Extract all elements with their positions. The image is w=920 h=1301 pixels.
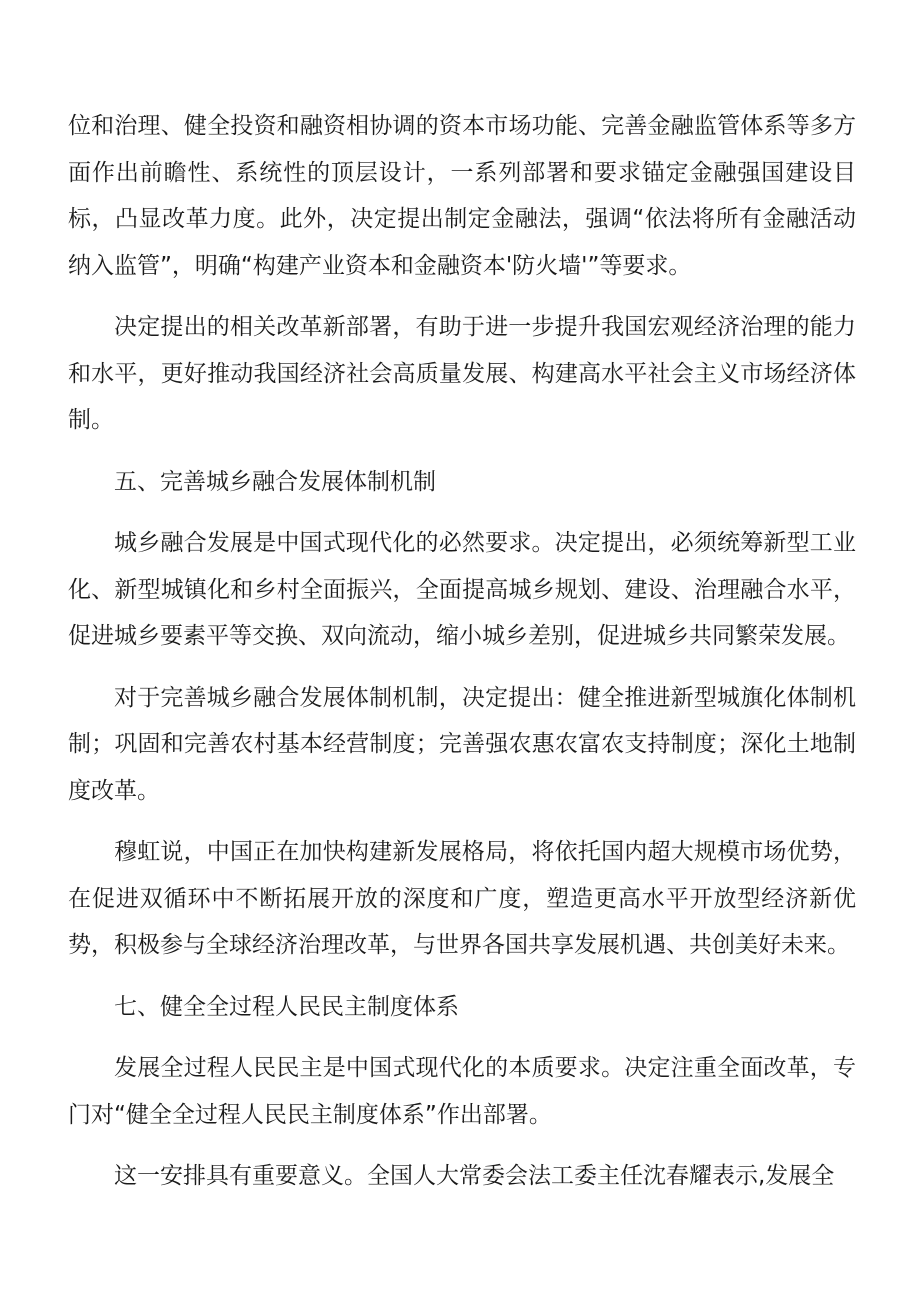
paragraph-truncated: 这一安排具有重要意义。全国人大常委会法工委主任沈春耀表示,发展全 — [114, 1163, 835, 1189]
document-body — [68, 103, 856, 1215]
paragraph: 对于完善城乡融合发展体制机制，决定提出：健全推进新型城旗化体制机制；巩固和完善农村基本经营制度；完善强农惠农富农支持制度；深化土地制度改革。 — [68, 684, 856, 804]
paragraph: 穆虹说，中国正在加快构建新发展格局，将依托国内超大规模市场优势，在促进双循环中不断拓展开放的深度和广度，塑造更高水平开放型经济新优势，积极参与全球经济治理改革，与世界各国共享发展机遇、共创美好未来。 — [68, 839, 856, 958]
paragraph: 发展全过程人民民主是中国式现代化的本质要求。决定注重全面改革，专门对“健全全过程人民民主制度体系”作出部署。 — [68, 1055, 856, 1128]
paragraph: 城乡融合发展是中国式现代化的必然要求。决定提出，必须统筹新型工业化、新型城镇化和乡村全面振兴，全面提高城乡规划、建设、治理融合水平，促进城乡要素平等交换、双向流动，缩小城乡差别，促进城乡共同繁荣发展。 — [68, 530, 856, 649]
paragraph-continuation: 位和治理、健全投资和融资相协调的资本市场功能、完善金融监管体系等多方面作出前瞻性、系统性的顶层设计，一系列部署和要求锚定金融强国建设目标，凸显改革力度。此外，决定提出制定金融法，强调“依法将所有金融活动纳入监管”，明确“构建产业资本和金融资本'防火墙'”等要求。 — [68, 113, 856, 279]
section-heading: 五、完善城乡融合发展体制机制 — [114, 468, 436, 495]
section-heading: 七、健全全过程人民民主制度体系 — [114, 993, 459, 1020]
paragraph: 决定提出的相关改革新部署，有助于进一步提升我国宏观经济治理的能力和水平，更好推动我国经济社会高质量发展、构建高水平社会主义市场经济体制。 — [68, 314, 856, 433]
